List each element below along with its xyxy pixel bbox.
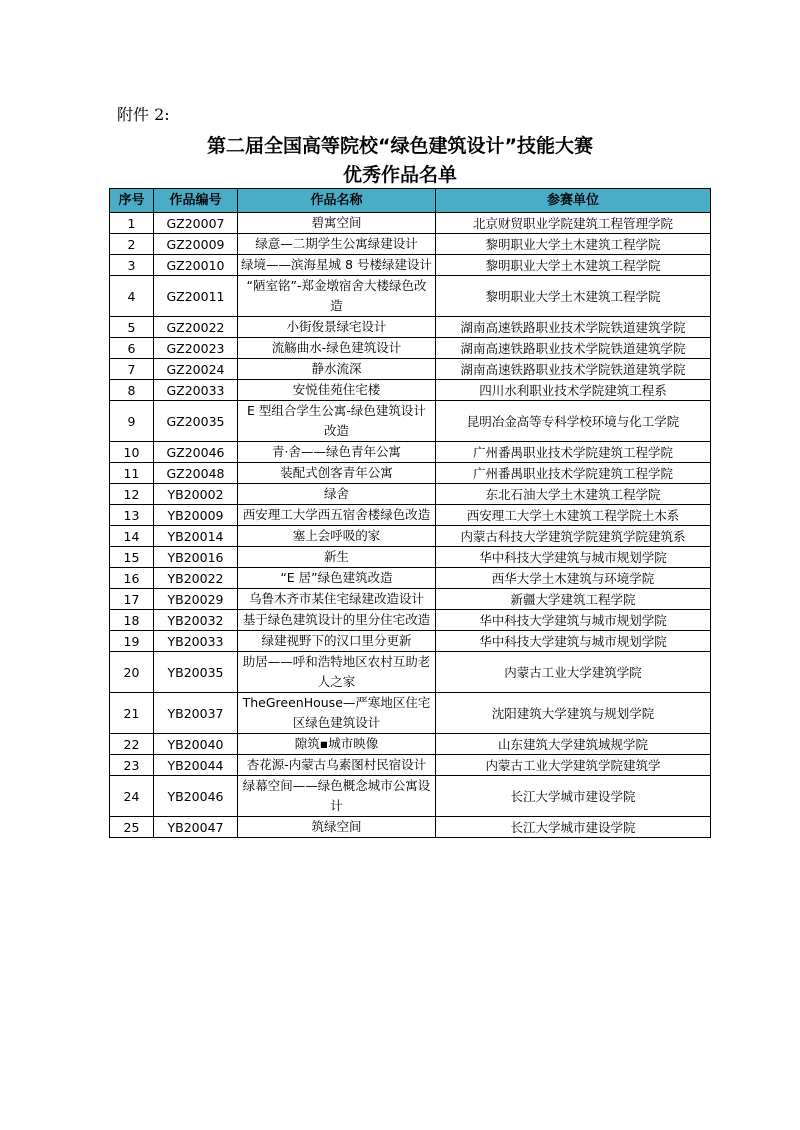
- cell-work-name: 流觞曲水-绿色建筑设计: [238, 338, 436, 359]
- cell-code: YB20002: [154, 484, 238, 505]
- table-row: [110, 234, 711, 255]
- table-row: [110, 776, 711, 817]
- cell-code: GZ20023: [154, 338, 238, 359]
- cell-number: 8: [110, 380, 154, 401]
- cell-unit: 沈阳建筑大学建筑与规划学院: [436, 693, 711, 734]
- cell-code: YB20037: [154, 693, 238, 734]
- cell-code: GZ20007: [154, 213, 238, 234]
- cell-code: YB20022: [154, 568, 238, 589]
- cell-unit: 新疆大学建筑工程学院: [436, 589, 711, 610]
- table-row: [110, 610, 711, 631]
- table-row: [110, 255, 711, 276]
- cell-unit: 西安理工大学土木建筑工程学院土木系: [436, 505, 711, 526]
- cell-code: GZ20022: [154, 317, 238, 338]
- table-header-row: [110, 189, 711, 213]
- cell-work-name: “E 居”绿色建筑改造: [238, 568, 436, 589]
- cell-unit: 西华大学土木建筑与环境学院: [436, 568, 711, 589]
- cell-unit: 广州番禺职业技术学院建筑工程学院: [436, 463, 711, 484]
- cell-work-name: 乌鲁木齐市某住宅绿建改造设计: [238, 589, 436, 610]
- cell-number: 18: [110, 610, 154, 631]
- cell-number: 2: [110, 234, 154, 255]
- cell-number: 23: [110, 755, 154, 776]
- cell-code: GZ20033: [154, 380, 238, 401]
- cell-unit: 内蒙古工业大学建筑学院: [436, 652, 711, 693]
- cell-number: 17: [110, 589, 154, 610]
- cell-number: 5: [110, 317, 154, 338]
- cell-code: YB20032: [154, 610, 238, 631]
- table-row: [110, 631, 711, 652]
- cell-unit: 四川水利职业技术学院建筑工程系: [436, 380, 711, 401]
- cell-unit: 内蒙古工业大学建筑学院建筑学: [436, 755, 711, 776]
- cell-unit: 黎明职业大学土木建筑工程学院: [436, 255, 711, 276]
- cell-number: 7: [110, 359, 154, 380]
- table-row: [110, 484, 711, 505]
- cell-unit: 湖南高速铁路职业技术学院铁道建筑学院: [436, 317, 711, 338]
- table-row: [110, 589, 711, 610]
- table-row: [110, 505, 711, 526]
- cell-work-name: 绿幕空间——绿色概念城市公寓设计: [238, 776, 436, 817]
- cell-work-name: 绿境——滨海星城 8 号楼绿建设计: [238, 255, 436, 276]
- cell-work-name: 安悦佳苑住宅楼: [238, 380, 436, 401]
- table-row: [110, 213, 711, 234]
- table-row: [110, 547, 711, 568]
- attachment-label: 附件 2:: [117, 105, 170, 124]
- cell-number: 10: [110, 442, 154, 463]
- cell-unit: 内蒙古科技大学建筑学院建筑学院建筑系: [436, 526, 711, 547]
- cell-code: YB20035: [154, 652, 238, 693]
- cell-work-name: 绿舍: [238, 484, 436, 505]
- table-row: [110, 652, 711, 693]
- cell-unit: 湖南高速铁路职业技术学院铁道建筑学院: [436, 338, 711, 359]
- cell-work-name: 西安理工大学西五宿舍楼绿色改造: [238, 505, 436, 526]
- cell-number: 9: [110, 401, 154, 442]
- cell-number: 1: [110, 213, 154, 234]
- table-row: [110, 359, 711, 380]
- table-row: [110, 568, 711, 589]
- cell-code: YB20009: [154, 505, 238, 526]
- cell-code: YB20033: [154, 631, 238, 652]
- cell-work-name: 碧寓空间: [238, 213, 436, 234]
- cell-number: 21: [110, 693, 154, 734]
- cell-work-name: TheGreenHouse—严寒地区住宅区绿色建筑设计: [238, 693, 436, 734]
- cell-code: YB20014: [154, 526, 238, 547]
- cell-unit: 华中科技大学建筑与城市规划学院: [436, 610, 711, 631]
- cell-work-name: 助居——呼和浩特地区农村互助老人之家: [238, 652, 436, 693]
- header-unit: 参赛单位: [436, 189, 711, 213]
- cell-number: 20: [110, 652, 154, 693]
- header-code: 作品编号: [154, 189, 238, 213]
- cell-work-name: 绿建视野下的汉口里分更新: [238, 631, 436, 652]
- cell-unit: 黎明职业大学土木建筑工程学院: [436, 276, 711, 317]
- cell-code: YB20016: [154, 547, 238, 568]
- cell-code: GZ20024: [154, 359, 238, 380]
- cell-unit: 广州番禺职业技术学院建筑工程学院: [436, 442, 711, 463]
- cell-unit: 华中科技大学建筑与城市规划学院: [436, 547, 711, 568]
- cell-number: 14: [110, 526, 154, 547]
- cell-unit: 北京财贸职业学院建筑工程管理学院: [436, 213, 711, 234]
- cell-unit: 长江大学城市建设学院: [436, 776, 711, 817]
- cell-unit: 华中科技大学建筑与城市规划学院: [436, 631, 711, 652]
- cell-work-name: 新生: [238, 547, 436, 568]
- table-row: [110, 526, 711, 547]
- cell-number: 15: [110, 547, 154, 568]
- table-row: [110, 463, 711, 484]
- cell-code: GZ20009: [154, 234, 238, 255]
- cell-number: 3: [110, 255, 154, 276]
- table-row: [110, 317, 711, 338]
- cell-work-name: 青·舍——绿色青年公寓: [238, 442, 436, 463]
- cell-unit: 湖南高速铁路职业技术学院铁道建筑学院: [436, 359, 711, 380]
- cell-work-name: 筑绿空间: [238, 817, 436, 838]
- cell-code: GZ20046: [154, 442, 238, 463]
- header-number: 序号: [110, 189, 154, 213]
- award-list-table: [109, 188, 711, 838]
- cell-work-name: 塞上会呼吸的家: [238, 526, 436, 547]
- cell-number: 13: [110, 505, 154, 526]
- cell-work-name: 装配式创客青年公寓: [238, 463, 436, 484]
- cell-number: 12: [110, 484, 154, 505]
- table-row: [110, 817, 711, 838]
- cell-work-name: “陋室铭”-郑金墩宿舍大楼绿色改造: [238, 276, 436, 317]
- cell-work-name: 隙筑▪城市映像: [238, 734, 436, 755]
- cell-number: 4: [110, 276, 154, 317]
- cell-work-name: 小街俊景绿宅设计: [238, 317, 436, 338]
- cell-work-name: 杏花源-内蒙古乌素图村民宿设计: [238, 755, 436, 776]
- cell-code: YB20029: [154, 589, 238, 610]
- document-title: 第二届全国高等院校“绿色建筑设计”技能大赛: [207, 135, 593, 157]
- cell-work-name: 基于绿色建筑设计的里分住宅改造: [238, 610, 436, 631]
- cell-code: YB20044: [154, 755, 238, 776]
- table-body: [110, 213, 711, 838]
- table-row: [110, 442, 711, 463]
- cell-number: 25: [110, 817, 154, 838]
- cell-unit: 黎明职业大学土木建筑工程学院: [436, 234, 711, 255]
- table-row: [110, 755, 711, 776]
- cell-number: 16: [110, 568, 154, 589]
- cell-unit: 东北石油大学土木建筑工程学院: [436, 484, 711, 505]
- cell-work-name: 绿意—二期学生公寓绿建设计: [238, 234, 436, 255]
- cell-number: 24: [110, 776, 154, 817]
- cell-number: 6: [110, 338, 154, 359]
- cell-work-name: E 型组合学生公寓-绿色建筑设计改造: [238, 401, 436, 442]
- cell-code: GZ20048: [154, 463, 238, 484]
- cell-code: GZ20010: [154, 255, 238, 276]
- cell-work-name: 静水流深: [238, 359, 436, 380]
- cell-code: YB20040: [154, 734, 238, 755]
- table-row: [110, 401, 711, 442]
- cell-code: GZ20011: [154, 276, 238, 317]
- cell-unit: 长江大学城市建设学院: [436, 817, 711, 838]
- cell-number: 22: [110, 734, 154, 755]
- table-row: [110, 734, 711, 755]
- table-row: [110, 693, 711, 734]
- document-subtitle: 优秀作品名单: [342, 164, 457, 186]
- table-row: [110, 338, 711, 359]
- cell-unit: 山东建筑大学建筑城规学院: [436, 734, 711, 755]
- table-row: [110, 380, 711, 401]
- cell-number: 19: [110, 631, 154, 652]
- cell-code: GZ20035: [154, 401, 238, 442]
- cell-number: 11: [110, 463, 154, 484]
- table-row: [110, 276, 711, 317]
- cell-unit: 昆明冶金高等专科学校环境与化工学院: [436, 401, 711, 442]
- header-work-name: 作品名称: [238, 189, 436, 213]
- cell-code: YB20047: [154, 817, 238, 838]
- cell-code: YB20046: [154, 776, 238, 817]
